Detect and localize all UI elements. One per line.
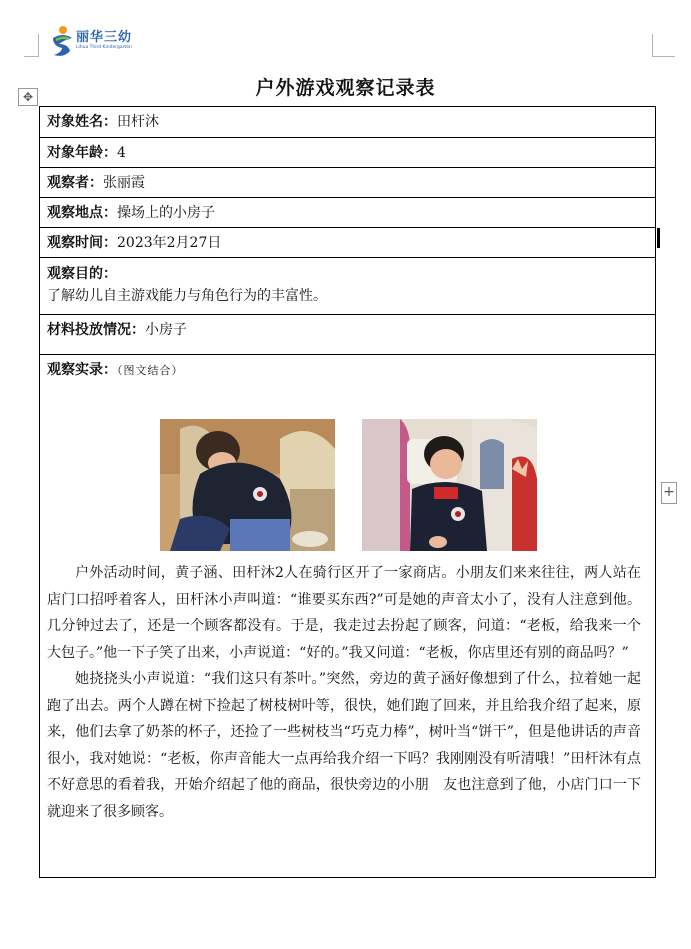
logo-name: 丽华三幼 [76,30,133,45]
material-label: 材料投放情况： [47,322,145,338]
row-age[interactable] [40,138,655,168]
material-value[interactable]: 小房子 [145,322,187,338]
row-observer[interactable] [40,168,655,198]
row-name[interactable] [40,107,655,138]
purpose-label: 观察目的： [47,266,117,282]
narrative-paragraph-2: 她挠挠头小声说道：“我们这只有茶叶。”突然，旁边的黄子涵好像想到了什么，拉着她一起跑了出去。两个人蹲在树下捡起了树枝树叶等，很快，她们跑了回来，并且给我介绍了起来，原来，他们去拿了奶茶的杯子，还捡了一些树枝当“巧克力棒”，树叶当“饼干”，但是他讲话的声音很小，我对她说：“老板，你声音能大一点再给我介绍一下吗？我刚刚没有听清哦！”田杆沐有点不好意思的看着我，开始介绍起了他的商品，很快旁边的小朋 友也注意到了他，小店门口一下就迎来了很多顾客。 [47,671,641,820]
photo-child-crouching[interactable] [160,419,335,551]
row-location[interactable] [40,198,655,228]
table-add-row-handle[interactable] [661,482,677,504]
location-value[interactable]: 操场上的小房子 [117,205,215,221]
move-arrows-icon: ✥ [22,90,34,104]
text-cursor-marker [657,228,660,248]
logo-subtitle: Lihua Third Kindergarten [76,45,132,50]
name-label: 对象姓名： [47,114,117,130]
record-label: 观察实录： [47,362,117,378]
logo-figure-icon [50,24,76,62]
page-title: 户外游戏观察记录表 [255,77,436,99]
photo-child-standing[interactable] [362,419,537,551]
age-label: 对象年龄： [47,145,117,161]
row-purpose[interactable] [40,258,655,315]
record-note: （图文结合） [117,364,184,377]
location-label: 观察地点： [47,205,117,221]
observation-narrative[interactable] [47,560,641,825]
row-record[interactable] [40,355,655,879]
observer-label: 观察者： [47,175,103,191]
photo-group [160,419,540,551]
page-corner-mark-right [652,34,675,57]
observer-value[interactable]: 张丽霞 [103,175,145,191]
page-corner-mark-left [24,34,39,57]
age-value[interactable]: 4 [117,145,126,161]
observation-record-table [39,106,656,878]
narrative-paragraph-1: 户外活动时间，黄子涵、田杆沐2人在骑行区开了一家商店。小朋友们来来往往，两人站在店门口招呼着客人，田杆沐小声叫道：“谁要买东西?”可是她的声音太小了，没有人注意到他。几分钟过去了，还是一个顾客都没有。于是，我走过去扮起了顾客，问道：“老板，给我来一个大包子。”他一下子笑了出来，小声说道：“好的。”我又问道：“老板，你店里还有别的商品吗？” [47,565,641,661]
row-material[interactable] [40,315,655,355]
kindergarten-logo [50,24,170,64]
name-value[interactable]: 田杆沐 [117,114,159,130]
plus-icon: + [663,484,675,500]
purpose-value[interactable]: 了解幼儿自主游戏能力与角色行为的丰富性。 [47,288,327,304]
time-value[interactable]: 2023年2月27日 [117,235,222,251]
time-label: 观察时间： [47,235,117,251]
row-time[interactable] [40,228,655,258]
